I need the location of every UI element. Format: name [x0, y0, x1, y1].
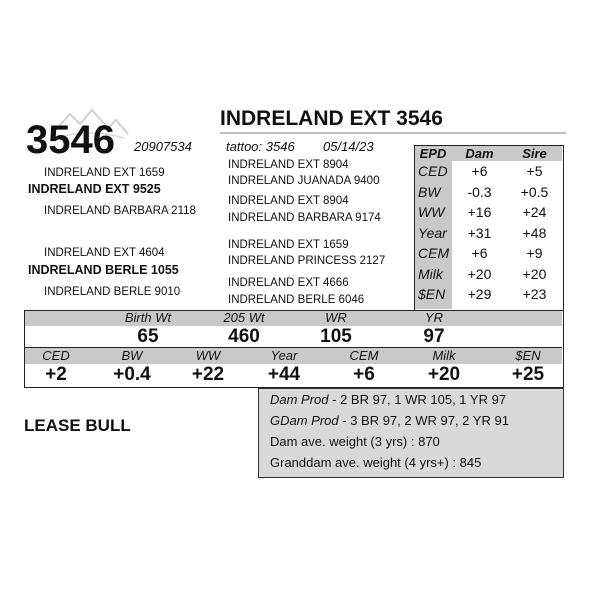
epd-header-dam: Dam [465, 146, 494, 161]
pedigree-sss: INDRELAND EXT 8904 [228, 159, 349, 171]
birth-date: 05/14/23 [323, 139, 374, 154]
epd-row-trait: BW [418, 183, 441, 200]
perf-header-yr: YR [424, 310, 444, 325]
pedigree-sire-sire: INDRELAND EXT 1659 [44, 167, 165, 179]
epd-row-dam-value: +6 [471, 245, 488, 261]
pedigree-dds: INDRELAND EXT 4666 [228, 277, 349, 289]
pedigree-dam-sire: INDRELAND EXT 4604 [44, 247, 165, 259]
bull-epd-value-bw: +0.4 [113, 364, 151, 385]
epd-row-trait: Milk [418, 265, 443, 282]
epd-row-dam-value: -0.3 [467, 183, 492, 200]
pedigree-sire: INDRELAND EXT 9525 [28, 182, 161, 196]
bull-epd-value-milk: +20 [427, 364, 461, 385]
epd-row-sire-value: +20 [522, 265, 547, 282]
perf-header-205-wt: 205 Wt [223, 310, 265, 325]
epd-row-dam-value: +20 [467, 265, 492, 282]
epd-row-trait: WW [418, 204, 445, 220]
lease-label: LEASE BULL [24, 416, 131, 435]
pedigree-dsd: INDRELAND PRINCESS 2127 [228, 255, 386, 267]
epd-row-trait: $EN [418, 286, 446, 302]
epd-row-dam-value: +31 [467, 224, 492, 241]
bull-epd-header-ww: WW [195, 348, 221, 363]
perf-value-birth-wt: 65 [137, 326, 159, 347]
epd-row-trait: CED [418, 163, 448, 179]
epd-row-dam-value: +6 [471, 163, 488, 179]
perf-header-birth-wt: Birth Wt [124, 310, 172, 325]
bull-epd-header-en: $EN [515, 348, 541, 363]
lot-number: 3546 [26, 118, 115, 162]
pedigree-sdd: INDRELAND BARBARA 9174 [228, 212, 381, 224]
epd-row-sire-value: +48 [522, 224, 547, 241]
dam-average-weight: Dam ave. weight (3 yrs) : 870 [270, 434, 440, 449]
pedigree-sire-dam: INDRELAND BARBARA 2118 [44, 205, 196, 217]
perf-value-wr: 105 [320, 326, 352, 347]
epd-row-sire-value: +0.5 [520, 183, 549, 200]
bull-epd-header-year: Year [270, 348, 298, 363]
dam-production [270, 390, 506, 410]
perf-value-205-wt: 460 [228, 326, 260, 347]
epd-header-sire: Sire [522, 146, 547, 161]
epd-row-trait: Year [418, 224, 447, 241]
epd-row-sire-value: +9 [526, 245, 543, 261]
dam-prod-value: - 2 BR 97, 1 WR 105, 1 YR 97 [328, 392, 507, 407]
pedigree-dam-dam: INDRELAND BERLE 9010 [44, 286, 181, 298]
epd-row-trait: CEM [418, 245, 450, 261]
gdam-prod-label: GDam Prod [270, 413, 339, 428]
epd-row-sire-value: +23 [522, 286, 547, 302]
bull-epd-header-bw: BW [121, 348, 143, 363]
bull-epd-value-year: +44 [267, 364, 301, 385]
granddam-production [270, 411, 509, 431]
dam-prod-label: Dam Prod [270, 392, 329, 407]
epd-row-dam-value: +16 [467, 204, 492, 220]
bull-epd-value-en: +25 [511, 364, 545, 385]
perf-value-yr: 97 [423, 326, 445, 347]
pedigree-sds: INDRELAND EXT 8904 [228, 195, 349, 207]
pedigree-dss: INDRELAND EXT 1659 [228, 239, 349, 251]
epd-row-sire-value: +24 [522, 204, 547, 220]
bull-epd-header-cem: CEM [349, 348, 379, 363]
perf-header-wr: WR [325, 310, 347, 325]
registration-number: 20907534 [134, 139, 192, 154]
tattoo: tattoo: 3546 [226, 139, 295, 154]
epd-row-dam-value: +29 [467, 286, 492, 302]
gdam-prod-value: - 3 BR 97, 2 WR 97, 2 YR 91 [338, 413, 509, 428]
bull-epd-header-ced: CED [42, 348, 70, 363]
bull-epd-value-ww: +22 [191, 364, 225, 385]
bull-epd-header-milk: Milk [432, 348, 456, 363]
bull-epd-value-cem: +6 [353, 364, 375, 385]
pedigree-ddd: INDRELAND BERLE 6046 [228, 294, 365, 306]
epd-row-sire-value: +5 [526, 163, 543, 179]
title-divider [220, 132, 566, 134]
pedigree-ssd: INDRELAND JUANADA 9400 [228, 175, 380, 187]
animal-title: INDRELAND EXT 3546 [220, 107, 443, 130]
granddam-average-weight: Granddam ave. weight (4 yrs+) : 845 [270, 455, 482, 470]
epd-header-epd: EPD [419, 146, 447, 161]
bull-epd-value-ced: +2 [45, 364, 67, 385]
pedigree-dam: INDRELAND BERLE 1055 [28, 263, 179, 277]
